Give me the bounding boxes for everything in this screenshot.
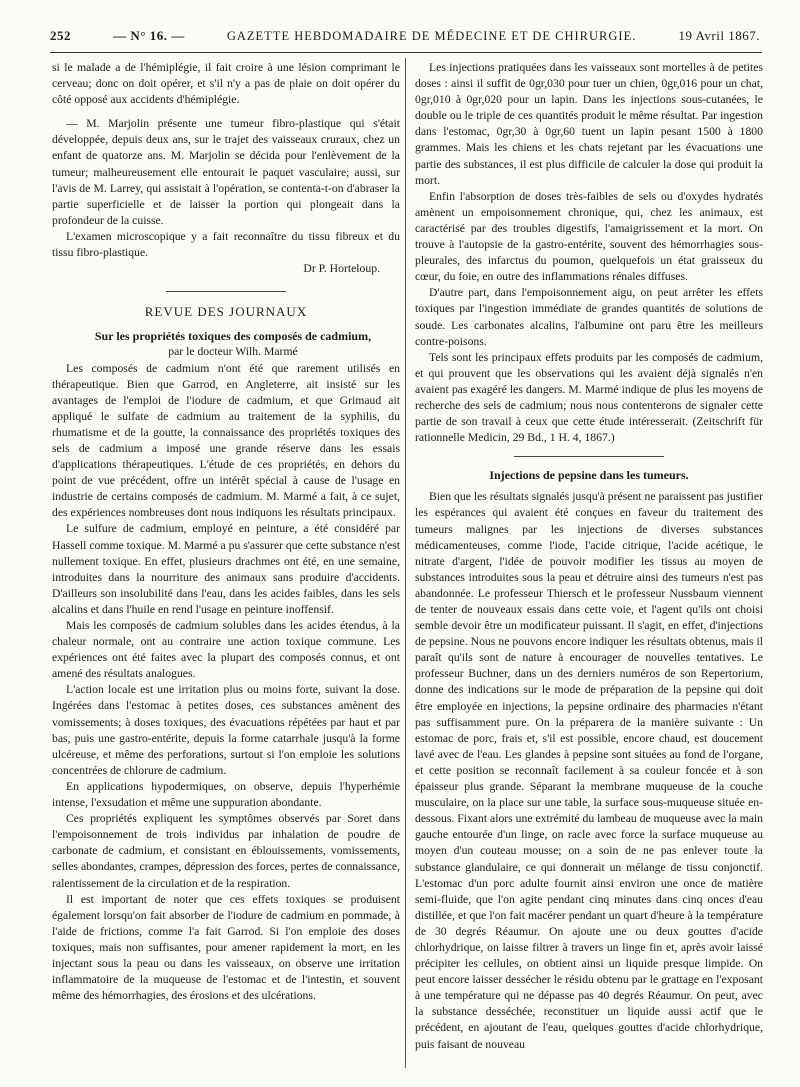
page-number: 252 [50,28,71,43]
article-author: par le docteur Wilh. Marmé [168,345,298,359]
paragraph: Le sulfure de cadmium, employé en peinture, a été considéré par Hassell comme toxique. M. Marmé a pu s'assurer que cette substance n'est nullement toxique. En effet, plusieurs drachmes ont été, en une semaine, introduites dans la nourriture des animaux sans produire d'accidents. D'ailleurs son insolubilité dans l'eau, dans les acides faibles, dans les sels alcalins et dans l'huile en rend l'usage en peinture inoffensif. [52,522,400,616]
header-rule [50,52,762,53]
issue-number: — N° 16. — [113,28,185,43]
paragraph: si le malade a de l'hémiplégie, il fait croire à une lésion comprimant le cerveau; donc on doit opérer, et s'il n'y a pas de plaie on doit opérer du côté opposé aux accidents d'hémiplégie. [52,61,400,107]
article-title: Injections de pepsine dans les tumeurs. [489,468,689,483]
paragraph: Ces propriétés expliquent les symptômes observés par Soret dans l'empoisonnement de trois individus par inhalation de poudre de carbonate de cadmium, et consistant en éblouissements, vomissements, selles abondantes, crampes, dépression des forces, pertes de connaissance, ralentissement de la circulation et de la respiration. [52,812,400,890]
paragraph: D'autre part, dans l'empoisonnement aigu, on peut arrêter les effets toxiques par l'ingestion immédiate de grandes quantités de solutions de soude. Les carbonates alcalins, l'albumine ont paru être les meilleurs contre-poisons. [415,286,763,348]
paragraph: En applications hypodermiques, on observe, depuis l'hyperhémie intense, l'exsudation et même une suppuration abondante. [52,779,400,810]
paragraph: Il est important de noter que ces effets toxiques se produisent également lorsqu'on fait absorber de l'iodure de cadmium en pommade, à l'aide de frictions, comme l'a fait Garrod. Si l'on emploie des doses toxiques, mais non suffisantes, pour amener rapidement la mort, en les injectant sous la peau ou dans les vaisseaux, on observe une irritation inflammatoire de la muqueuse de l'estomac et de l'intestin, et souvent même des hémorrhagies, des érosions et des ulcérations. [52,892,400,1003]
issue-date: 19 Avril 1867. [678,28,760,43]
paragraph: — M. Marjolin présente une tumeur fibro-plastique qui s'était développée, depuis deux ans, sur le trajet des vaisseaux cruraux, chez un enfant de quatorze ans. M. Marjolin se décida pour l'enlèvement de la tumeur; malheureusement elle entourait le paquet vasculaire; aussi, sur l'avis de M. Larrey, qui assistait à l'opération, se contenta-t-on d'abraser la partie superficielle et de laisser la portion qui plongeait dans la profondeur de la cuisse. [52,117,400,227]
journal-title: GAZETTE HEBDOMADAIRE DE MÉDECINE ET DE CHIRURGIE. [226,29,637,43]
paragraph: Les composés de cadmium n'ont été que rarement utilisés en thérapeutique. Bien que Garrod, en Angleterre, ait insisté sur les avantages de l'emploi de l'iodure de cadmium, et que Grimaud ait appliqué le sulfate de cadmium au traitement de la syphilis, du rhumatisme et de la goutte, la connaissance des propriétés toxiques des sels de cadmium a imposé une grande réserve dans les essais d'applications thérapeutiques. L'étude de ces propriétés, en dehors du point de vue précédent, offre un intérêt spécial à cause de l'usage en industrie de certains composés de cadmium. M. Marmé a fait, à ce sujet, des expériences nombreuses dont nous indiquons les résultats principaux. [52,361,400,520]
right-column [415,60,763,1053]
paragraph: Les injections pratiquées dans les vaisseaux sont mortelles à de petites doses : ainsi il suffit de 0gr,030 pour tuer un chien, 0gr,016 pour un chat, 0gr,010 à 0gr,020 pour un lapin. Dans les injections sous-cutanées, le double ou le triple de ces quantités produit le même résultat. Par ingestion dans l'estomac, 0gr,30 à 0gr,60 tuent un lapin pesant 1500 à 1800 grammes. Mais les chiens et les chats rejetant par les évacuations une partie des substances, il est plus difficile de calculer la dose qui produit la mort. [415,61,763,187]
section-divider [166,291,286,292]
section-divider [514,456,664,457]
signature: Dr P. Horteloup. [303,262,380,276]
left-column [52,60,400,1004]
paragraph: Mais les composés de cadmium solubles dans les acides étendus, à la chaleur normale, ont au contraire une action toxique commune. Les expériences ont été faites avec la plupart des composés connus, et ont amené des résultats analogues. [52,619,400,681]
paragraph: Tels sont les principaux effets produits par les composés de cadmium, et qui prouvent que les observations qui les avaient déjà signalés n'en avaient pas exagéré les dangers. M. Marmé indique de plus les moyens de recherche des sels de cadmium; nous nous contenterons de signaler cette partie de son travail à ceux que cette étude intéresserait. (Zeitschrift für rationnelle Medicin, 29 Bd., 1 H. 4, 1867.) [415,350,763,445]
paragraph: L'action locale est une irritation plus ou moins forte, suivant la dose. Ingérées dans l'estomac à petites doses, ces substances amènent des vomissements; à doses toxiques, des évacuations répétées par haut et par bas, puis une gastro-entérite, depuis la forme catarrhale jusqu'à la forme ulcéreuse, et même des perforations, surtout si l'on emploie les solutions concentrées de chlorure de cadmium. [52,683,400,777]
page-header [50,28,760,46]
article-title: Sur les propriétés toxiques des composés de cadmium, [94,329,372,344]
paragraph: Enfin l'absorption de doses très-faibles de sels ou d'oxydes hydratés amènent un empoisonnement chronique, qui, chez les animaux, est caractérisé par des troubles digestifs, l'amaigrissement et la mort. On trouve à l'autopsie de la gastro-entérite, souvent des hémorrhagies sous-pleurales, des infarctus du poumon, quelquefois un état graisseux du cœur, du foie, en outre des inflammations rénales diffuses. [415,189,763,284]
paragraph: L'examen microscopique y a fait reconnaître du tissu fibreux et du tissu fibro-plastique. [52,229,400,260]
column-divider [405,58,406,1068]
paragraph: Bien que les résultats signalés jusqu'à présent ne paraissent pas justifier les espérances qui avaient été conçues en faveur du traitement des tumeurs malignes par les injections de diverses substances médicamenteuses, comme l'iode, l'acide citrique, l'acide acétique, le nitrate d'argent, l'idée de pouvoir modifier les tissus au moyen de substances introduites sous la peau et détruire ainsi des tumeurs n'est pas abandonnée. Le professeur Thiersch et le professeur Nussbaum viennent de tenter de nouveaux essais dans cette voie, et l'agent qu'ils ont choisi semble devoir être un modificateur puissant. Il s'agit, en effet, d'injections de pepsine. Nous ne pouvons encore indiquer les résultats obtenus, mais il paraît qu'ils sont de nature à encourager de nouvelles tentatives. Le professeur Buchner, dans un des derniers numéros de son Repertorium, donne des indications sur le mode de préparation de la pepsine qui doit être employée en injections, la pepsine ordinaire des pharmacies n'étant pas suffisamment pure. On la préparera de la manière suivante : Un estomac de porc, frais et, s'il est possible, encore chaud, est doucement lavé avec de l'eau. Les glandes à pepsine sont situées au fond de l'organe, et cette position se reconnaît facilement à sa couleur foncée et à son épaisseur plus grande. Séparant la membrane muqueuse de la couche musculaire, on la place sur une table, la surface sous-muqueuse située en-dessous. Fixant alors une extrémité du lambeau de muqueuse avec la main gauche entourée d'un linge, on racle avec force la surface muqueuse au moyen d'un couteau mousse; on a soin de ne pas enlever toute la substance glandulaire, ce qui donnerait un mélange de tissu conjonctif. L'estomac d'un porc adulte fournit ainsi environ une once de matière semi-fluide, que l'on agite pendant cinq minutes dans cinq onces d'eau distillée, et que l'on fait macérer pendant un quart d'heure à la température de 30 degrés Réaumur. On ajoute une ou deux gouttes d'acide chlorhydrique, on laisse filtrer à travers un linge fin et, après avoir laissé précipiter les cellules, on obtient ainsi un liquide presque limpide. On peut encore laisser dessécher le résidu obtenu par le grattage en l'exposant à une température qui ne dépasse pas 40 degrés Réaumur. On peut, avec la substance desséchée, reconstituer un liquide aussi actif que le précédent, en ajoutant de l'eau, quelques gouttes d'acide chlorhydrique, puis faisant de nouveau [415,490,763,1051]
section-title: REVUE DES JOURNAUX [144,304,308,320]
